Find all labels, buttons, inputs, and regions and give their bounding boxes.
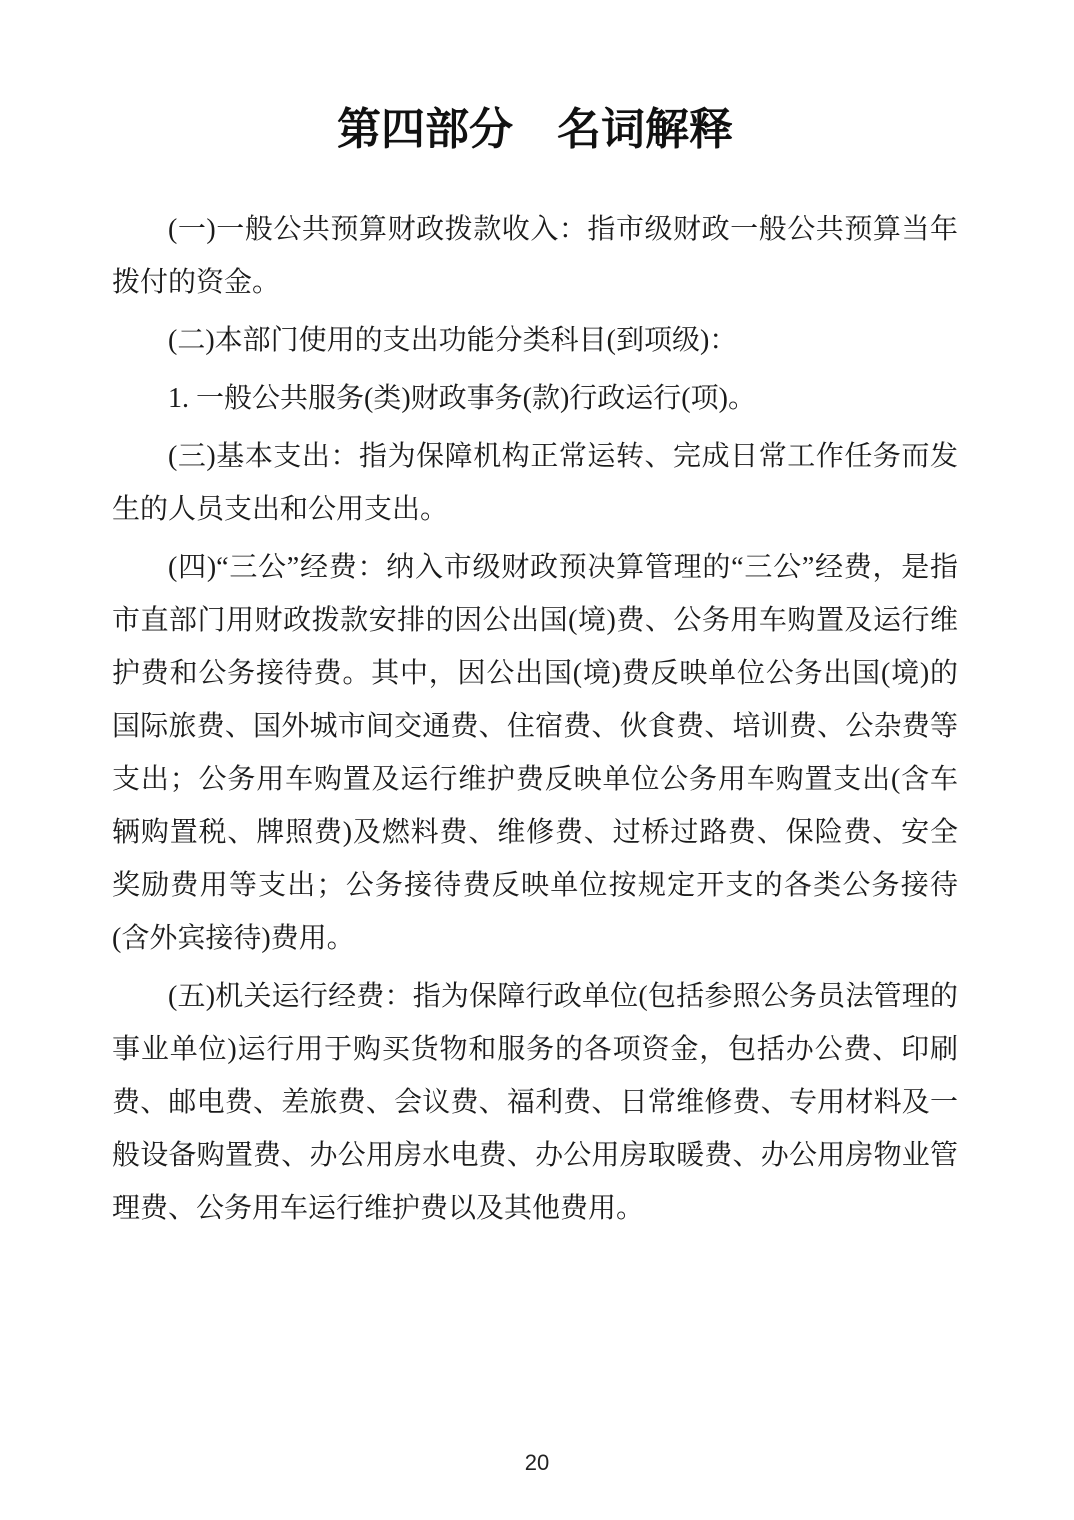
paragraph-basic-expenditure: (三)基本支出：指为保障机构正常运转、完成日常工作任务而发生的人员支出和公用支出。 [112, 441, 958, 525]
page-number: 20 [524, 1450, 550, 1475]
page-title: 第四部分 名词解释 [337, 105, 733, 154]
paragraph-three-public-expenses: (四)“三公”经费：纳入市级财政预决算管理的“三公”经费，是指市直部门用财政拨款安排的因公出国(境)费、公务用车购置及运行维护费和公务接待费。其中，因公出国(境)费反映单位公务出国(境)的国际旅费、国外城市间交通费、住宿费、伙食费、培训费、公杂费等支出；公务用车购置及运行维护费反映单位公务用车购置支出(含车辆购置税、牌照费)及燃料费、维修费、过桥过路费、保险费、安全奖励费用等支出；公务接待费反映单位按规定开支的各类公务接待(含外宾接待)费用。 [112, 552, 958, 954]
paragraph-general-public-budget-income: (一)一般公共预算财政拨款收入：指市级财政一般公共预算当年拨付的资金。 [112, 214, 958, 298]
paragraph-agency-operating-expenses: (五)机关运行经费：指为保障行政单位(包括参照公务员法管理的事业单位)运行用于购买货物和服务的各项资金，包括办公费、印刷费、邮电费、差旅费、会议费、福利费、日常维修费、专用材料及一般设备购置费、办公用房水电费、办公用房取暖费、办公用房物业管理费、公务用车运行维护费以及其他费用。 [112, 981, 958, 1224]
paragraph-expenditure-function-categories: (二)本部门使用的支出功能分类科目(到项级)： [168, 325, 738, 356]
document-body [112, 203, 958, 1235]
paragraph-category-item-1: 1. 一般公共服务(类)财政事务(款)行政运行(项)。 [168, 383, 756, 414]
